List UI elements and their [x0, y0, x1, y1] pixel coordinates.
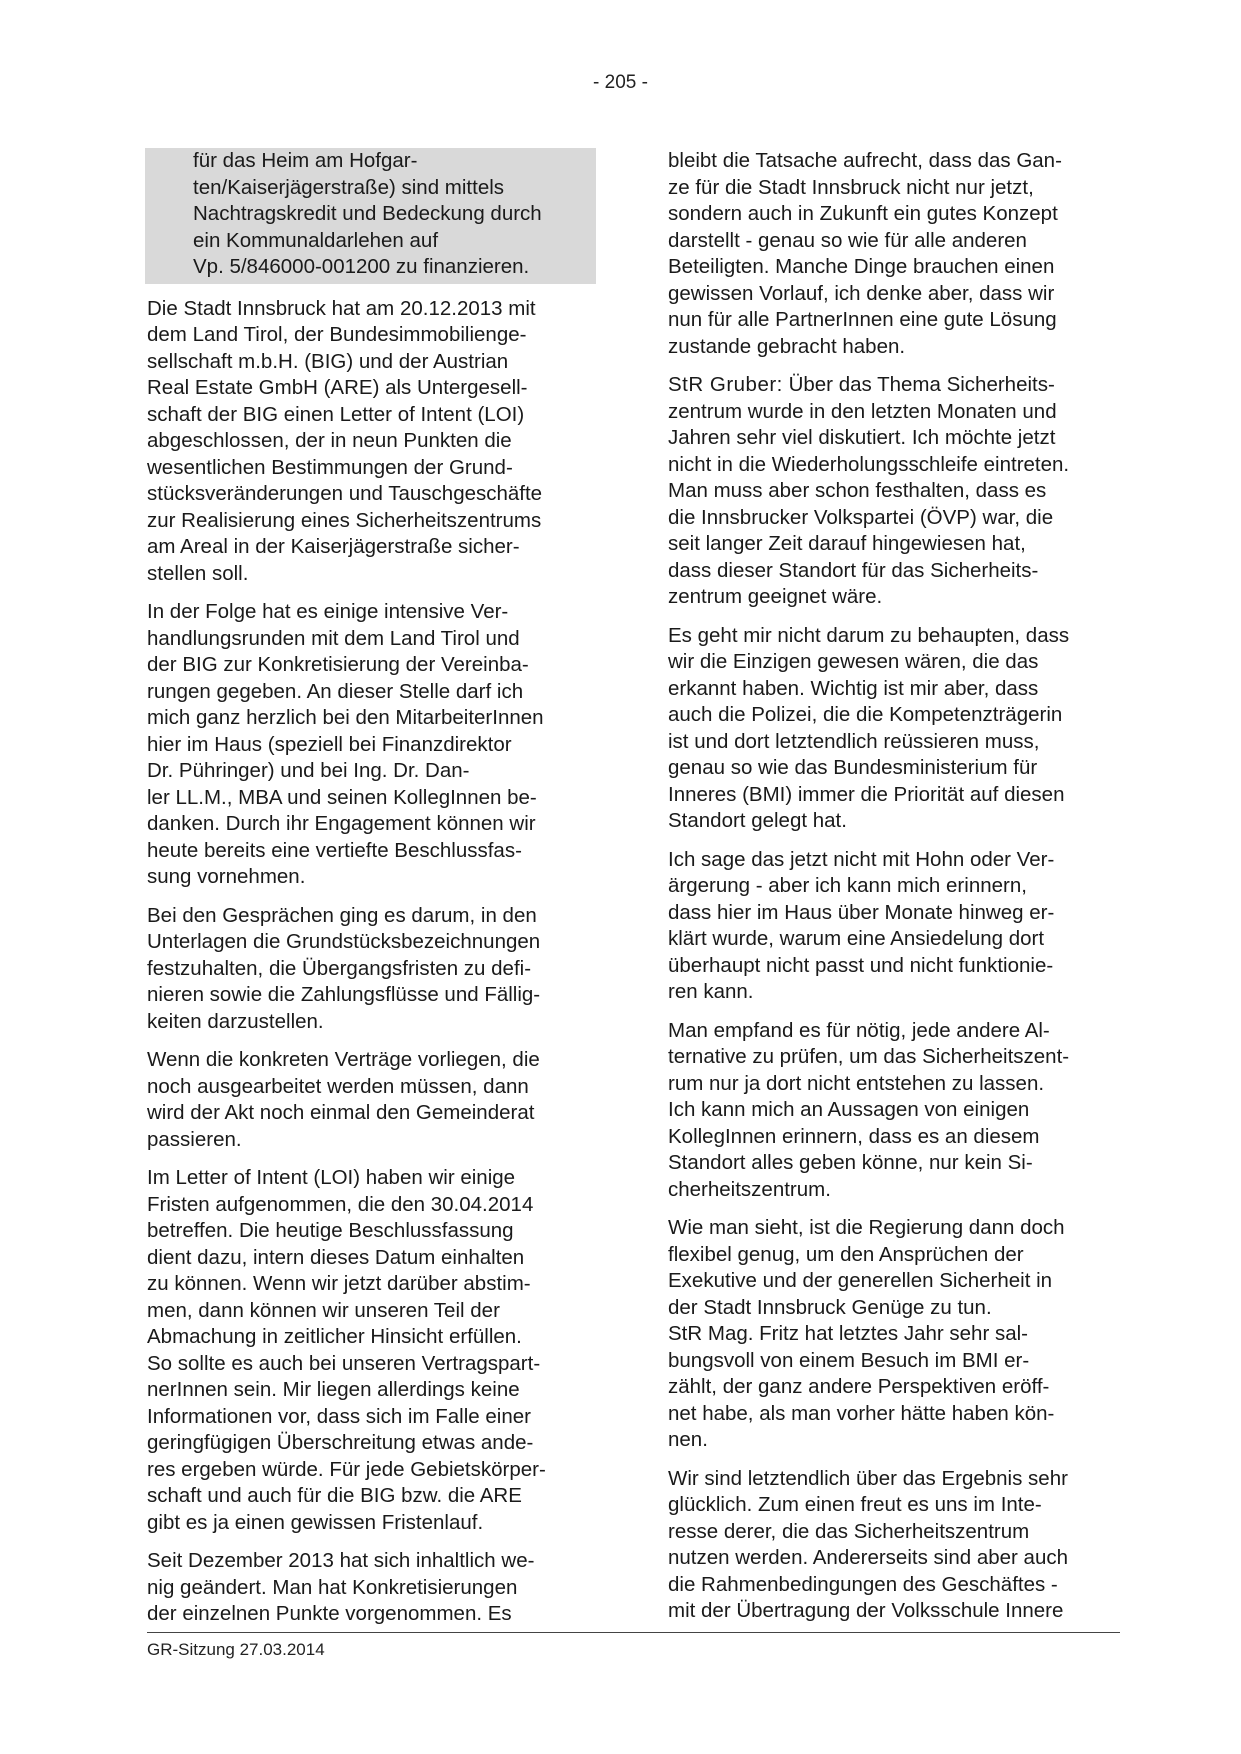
text-line: men, dann können wir unseren Teil der [147, 1298, 500, 1322]
text-line: seit langer Zeit darauf hingewiesen hat, [668, 532, 1026, 555]
text-line: keiten darzustellen. [147, 1009, 324, 1033]
text-line: Vp. 5/846000-001200 zu finanzieren. [193, 255, 530, 278]
text-line: zu können. Wenn wir jetzt darüber abstim- [147, 1272, 531, 1295]
text-line: die Innsbrucker Volkspartei (ÖVP) war, die [668, 505, 1054, 529]
text-line: heute bereits eine vertiefte Beschlussfas- [147, 838, 522, 862]
text-line: der Stadt Innsbruck Genüge zu tun. [668, 1295, 992, 1319]
text-line: cherheitszentrum. [668, 1177, 831, 1201]
text-line: sondern auch in Zukunft ein gutes Konzept [668, 202, 1058, 225]
text-line: stücksveränderungen und Tauschgeschäfte [147, 482, 543, 505]
text-line: Bei den Gesprächen ging es darum, in den [147, 903, 537, 927]
text-line: dass dieser Standort für das Sicherheits- [668, 558, 1039, 582]
text-line: Die Stadt Innsbruck hat am 20.12.2013 mit [147, 296, 536, 320]
text-line: net habe, als man vorher hätte haben kön- [668, 1401, 1055, 1425]
text-line: betreffen. Die heutige Beschlussfassung [147, 1219, 514, 1242]
text-line: Abmachung in zeitlicher Hinsicht erfüllen. [147, 1325, 522, 1348]
text-line: Inneres (BMI) immer die Priorität auf diesen [668, 782, 1065, 806]
paragraph [668, 1215, 1120, 1454]
text-line: mich ganz herzlich bei den MitarbeiterInnen [147, 706, 544, 729]
text-line: Standort gelegt hat. [668, 809, 847, 832]
text-line: Unterlagen die Grundstücksbezeichnungen [147, 930, 541, 953]
shaded-resolution-box [145, 148, 596, 284]
text-line: Beteiligten. Manche Dinge brauchen einen [668, 255, 1055, 278]
paragraph [668, 1018, 1120, 1204]
text-line: resse derer, die das Sicherheitszentrum [668, 1519, 1030, 1543]
text-line: Ich sage das jetzt nicht mit Hohn oder Ver- [668, 847, 1055, 871]
text-line: Es geht mir nicht darum zu behaupten, dass [668, 623, 1070, 647]
text-line: Seit Dezember 2013 hat sich inhaltlich we- [147, 1549, 535, 1572]
text-line: Im Letter of Intent (LOI) haben wir einige [147, 1166, 516, 1189]
text-line: Informationen vor, dass sich im Falle einer [147, 1404, 531, 1428]
text-line: nen. [668, 1428, 708, 1451]
text-line: hier im Haus (speziell bei Finanzdirektor [147, 732, 512, 756]
text-line: zustande gebracht haben. [668, 334, 906, 358]
text-line: der BIG zur Konkretisierung der Vereinba- [147, 653, 529, 676]
text-line: zur Realisierung eines Sicherheitszentrums [147, 508, 542, 532]
text-line: res ergeben würde. Für jede Gebietskörper- [147, 1457, 546, 1481]
speaker-name: StR Gruber: [668, 373, 783, 396]
text-line: am Areal in der Kaiserjägerstraße sicher- [147, 535, 520, 558]
text-line: ternative zu prüfen, um das Sicherheitszent- [668, 1045, 1070, 1068]
paragraph [147, 1165, 600, 1536]
text-line: ten/Kaiserjägerstraße) sind mittels [193, 175, 505, 199]
text-line: zentrum geeignet wäre. [668, 585, 883, 608]
text-line: festzuhalten, die Übergangsfristen zu defi- [147, 956, 532, 980]
text-line: KollegInnen erinnern, dass es an diesem [668, 1124, 1040, 1148]
text-line: erkannt haben. Wichtig ist mir aber, dass [668, 676, 1039, 700]
text-line: geringfügigen Überschreitung etwas ande- [147, 1431, 534, 1454]
text-line: gewissen Vorlauf, ich denke aber, dass wir [668, 281, 1055, 305]
text-line: passieren. [147, 1127, 242, 1151]
text-line: Nachtragskredit und Bedeckung durch [193, 202, 542, 225]
text-line: schaft und auch für die BIG bzw. die ARE [147, 1484, 522, 1507]
text-line: sellschaft m.b.H. (BIG) und der Austrian [147, 349, 509, 373]
text-line: Man empfand es für nötig, jede andere Al- [668, 1018, 1050, 1042]
text-line: danken. Durch ihr Engagement können wir [147, 812, 536, 835]
text-line: zählt, der ganz andere Perspektiven eröff- [668, 1375, 1050, 1398]
text-line: dass hier im Haus über Monate hinweg er- [668, 900, 1055, 924]
paragraph [668, 148, 1120, 360]
text-line: nutzen werden. Andererseits sind aber auch [668, 1546, 1069, 1569]
text-line: stellen soll. [147, 561, 249, 585]
text-line: Wir sind letztendlich über das Ergebnis sehr [668, 1466, 1068, 1490]
paragraph [668, 1466, 1120, 1625]
text-line: schaft der BIG einen Letter of Intent (LOI) [147, 402, 525, 426]
footer-session-date: GR-Sitzung 27.03.2014 [147, 1640, 325, 1659]
text-line: glücklich. Zum einen freut es uns im Inte- [668, 1493, 1042, 1516]
text-line: nieren sowie die Zahlungsflüsse und Fällig- [147, 983, 541, 1006]
text-line: So sollte es auch bei unseren Vertragspart- [147, 1351, 541, 1375]
text-line: Exekutive und der generellen Sicherheit in [668, 1269, 1053, 1292]
text-line: handlungsrunden mit dem Land Tirol und [147, 626, 520, 650]
text-line: auch die Polizei, die die Kompetenzträgerin [668, 703, 1063, 726]
speaker-paragraph [668, 372, 1120, 611]
text-line: In der Folge hat es einige intensive Ver- [147, 600, 509, 623]
text-line: Jahren sehr viel diskutiert. Ich möchte jetzt [668, 426, 1056, 449]
text-line: ler LL.M., MBA und seinen KollegInnen be- [147, 785, 537, 809]
text-line: Ich kann mich an Aussagen von einigen [668, 1098, 1030, 1121]
text-line: ist und dort letztendlich reüssieren muss, [668, 729, 1040, 753]
text-line: für das Heim am Hofgar- [193, 149, 418, 172]
text-line: Real Estate GmbH (ARE) als Untergesell- [147, 376, 528, 399]
text-line: Wenn die konkreten Verträge vorliegen, die [147, 1048, 540, 1071]
paragraph [147, 599, 600, 891]
text-line: gibt es ja einen gewissen Fristenlauf. [147, 1510, 484, 1534]
text-line: abgeschlossen, der in neun Punkten die [147, 429, 512, 452]
text-line: wesentlichen Bestimmungen der Grund- [147, 455, 513, 479]
text-line [668, 372, 1120, 399]
text-line: Standort alles geben könne, nur kein Si- [668, 1151, 1033, 1174]
paragraph [147, 296, 600, 588]
text-line: der einzelnen Punkte vorgenommen. Es [147, 1602, 512, 1625]
text-line: genau so wie das Bundesministerium für [668, 756, 1038, 779]
text-line: bleibt die Tatsache aufrecht, dass das Gan- [668, 149, 1062, 172]
page-number: - 205 - [593, 72, 648, 93]
paragraph [147, 1548, 600, 1628]
text-line: sung vornehmen. [147, 865, 306, 888]
paragraph [147, 1047, 600, 1153]
text-line: ärgerung - aber ich kann mich erinnern, [668, 874, 1027, 897]
text-line: die Rahmenbedingungen des Geschäftes - [668, 1572, 1058, 1596]
text-line: darstellt - genau so wie für alle anderen [668, 228, 1027, 252]
text-line: nun für alle PartnerInnen eine gute Lösung [668, 308, 1057, 331]
footer-divider [147, 1632, 1120, 1633]
text-line: nig geändert. Man hat Konkretisierungen [147, 1575, 518, 1599]
text-line: überhaupt nicht passt und nicht funktionie- [668, 953, 1054, 977]
text-line: ren kann. [668, 980, 754, 1003]
text-line: Dr. Pühringer) und bei Ing. Dr. Dan- [147, 759, 470, 782]
text-line: rungen gegeben. An dieser Stelle darf ich [147, 679, 524, 703]
text-line: zentrum wurde in den letzten Monaten und [668, 399, 1057, 423]
text-line: Fristen aufgenommen, die den 30.04.2014 [147, 1192, 534, 1216]
text-fragment: Über das Thema Sicherheits- [782, 373, 1055, 396]
text-line: rum nur ja dort nicht entstehen zu lassen. [668, 1071, 1045, 1095]
text-line: flexibel genug, um den Ansprüchen der [668, 1242, 1024, 1266]
text-line: nerInnen sein. Mir liegen allerdings keine [147, 1378, 520, 1401]
text-line: ein Kommunaldarlehen auf [193, 228, 439, 252]
text-line: klärt wurde, warum eine Ansiedelung dort [668, 927, 1045, 950]
text-line: Wie man sieht, ist die Regierung dann doch [668, 1216, 1065, 1239]
text-line: nicht in die Wiederholungsschleife eintreten. [668, 452, 1070, 476]
text-line: StR Mag. Fritz hat letztes Jahr sehr sal- [668, 1322, 1029, 1345]
text-line: ze für die Stadt Innsbruck nicht nur jetzt, [668, 175, 1034, 199]
paragraph [147, 903, 600, 1036]
left-column [147, 148, 600, 1640]
right-column [668, 148, 1120, 1637]
paragraph [668, 623, 1120, 835]
text-line: mit der Übertragung der Volksschule Innere [668, 1599, 1064, 1622]
text-line: dient dazu, intern dieses Datum einhalten [147, 1245, 525, 1269]
text-line: bungsvoll von einem Besuch im BMI er- [668, 1348, 1030, 1372]
paragraph [668, 847, 1120, 1006]
text-line: wir die Einzigen gewesen wären, die das [668, 650, 1039, 673]
text-line: noch ausgearbeitet werden müssen, dann [147, 1074, 529, 1098]
text-line: Man muss aber schon festhalten, dass es [668, 479, 1047, 502]
text-line: dem Land Tirol, der Bundesimmobilienge- [147, 323, 527, 346]
text-line: wird der Akt noch einmal den Gemeinderat [147, 1101, 535, 1124]
